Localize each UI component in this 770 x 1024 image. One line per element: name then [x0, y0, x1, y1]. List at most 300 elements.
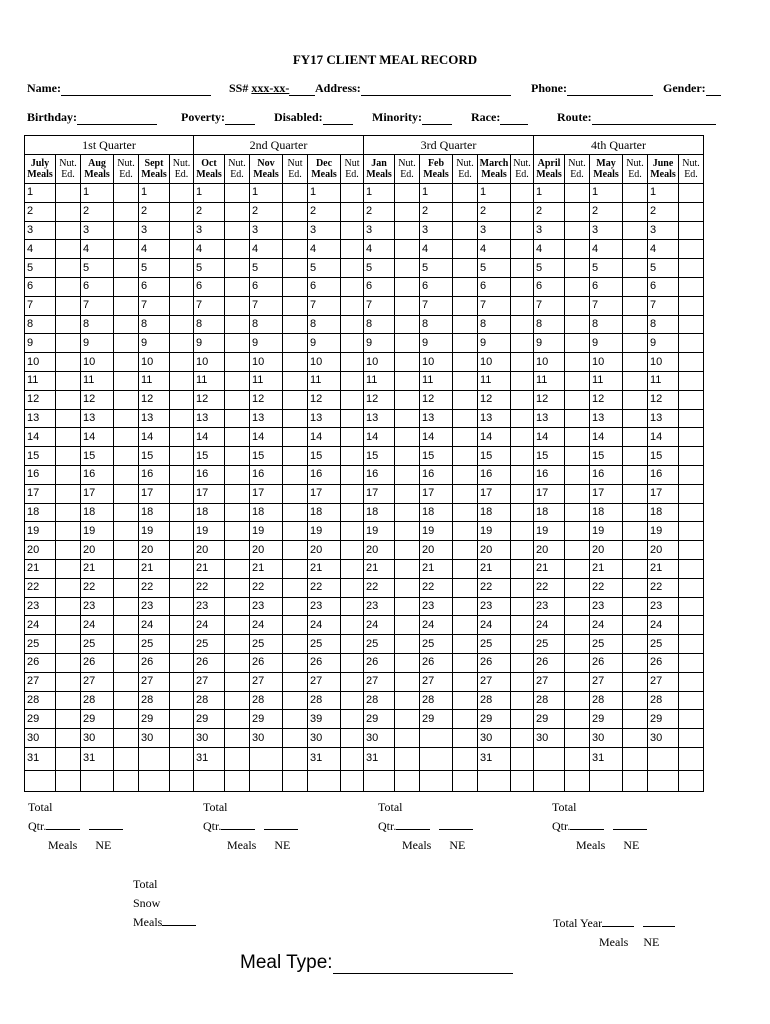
meal-day-cell[interactable]: 29	[81, 710, 114, 729]
nut-ed-cell[interactable]	[225, 729, 250, 748]
nut-ed-cell[interactable]	[341, 616, 364, 635]
meal-day-cell[interactable]: 6	[590, 277, 623, 296]
nut-ed-cell[interactable]	[453, 221, 478, 240]
meal-day-cell[interactable]: 3	[308, 221, 341, 240]
meal-day-cell[interactable]: 28	[194, 691, 225, 710]
nut-ed-cell[interactable]	[511, 653, 534, 672]
address-blank[interactable]	[361, 95, 511, 96]
nut-ed-cell[interactable]	[565, 240, 590, 259]
meal-day-cell[interactable]: 28	[139, 691, 170, 710]
meal-day-cell[interactable]: 20	[478, 541, 511, 560]
meal-day-cell[interactable]: 18	[81, 503, 114, 522]
meal-day-cell[interactable]: 22	[194, 578, 225, 597]
nut-ed-cell[interactable]	[225, 465, 250, 484]
nut-ed-cell[interactable]	[623, 541, 648, 560]
meal-day-cell[interactable]: 14	[308, 428, 341, 447]
nut-ed-cell[interactable]	[341, 653, 364, 672]
meal-day-cell[interactable]: 20	[590, 541, 623, 560]
meal-day-cell[interactable]: 6	[308, 277, 341, 296]
meal-day-cell[interactable]: 20	[648, 541, 679, 560]
meal-day-cell[interactable]: 27	[534, 672, 565, 691]
meal-day-cell[interactable]: 16	[364, 465, 395, 484]
meal-day-cell[interactable]: 31	[478, 747, 511, 770]
nut-ed-cell[interactable]	[114, 541, 139, 560]
meal-day-cell[interactable]: 3	[25, 221, 56, 240]
meal-day-cell[interactable]: 21	[139, 559, 170, 578]
nut-ed-cell[interactable]	[623, 409, 648, 428]
meal-day-cell[interactable]: 16	[250, 465, 283, 484]
meal-day-cell[interactable]: 6	[648, 277, 679, 296]
meal-day-cell[interactable]: 12	[25, 390, 56, 409]
meal-day-cell[interactable]: 5	[590, 259, 623, 278]
meal-day-cell[interactable]: 28	[364, 691, 395, 710]
nut-ed-cell[interactable]	[395, 635, 420, 654]
nut-ed-cell[interactable]	[623, 315, 648, 334]
meal-day-cell[interactable]: 20	[250, 541, 283, 560]
nut-ed-cell[interactable]	[56, 503, 81, 522]
meal-day-cell[interactable]	[420, 747, 453, 770]
nut-ed-cell[interactable]	[453, 635, 478, 654]
nut-ed-cell[interactable]	[679, 371, 704, 390]
meal-day-cell[interactable]: 29	[194, 710, 225, 729]
total-cell[interactable]	[648, 770, 679, 791]
nut-ed-cell[interactable]	[565, 635, 590, 654]
nut-ed-cell[interactable]	[170, 296, 194, 315]
nut-ed-cell[interactable]	[341, 559, 364, 578]
nut-ed-cell[interactable]	[341, 371, 364, 390]
meal-day-cell[interactable]: 5	[534, 259, 565, 278]
nut-ed-cell[interactable]	[623, 559, 648, 578]
nut-ed-cell[interactable]	[225, 653, 250, 672]
meal-day-cell[interactable]: 9	[420, 334, 453, 353]
nut-ed-cell[interactable]	[56, 334, 81, 353]
nut-ed-cell[interactable]	[453, 541, 478, 560]
meal-day-cell[interactable]: 14	[250, 428, 283, 447]
nut-ed-cell[interactable]	[170, 353, 194, 372]
nut-ed-cell[interactable]	[341, 277, 364, 296]
meal-day-cell[interactable]: 13	[194, 409, 225, 428]
nut-ed-cell[interactable]	[453, 747, 478, 770]
meal-day-cell[interactable]: 28	[420, 691, 453, 710]
meal-day-cell[interactable]: 15	[420, 447, 453, 466]
meal-day-cell[interactable]: 14	[648, 428, 679, 447]
nut-ed-cell[interactable]	[511, 353, 534, 372]
total-cell[interactable]	[679, 770, 704, 791]
meal-day-cell[interactable]: 30	[590, 729, 623, 748]
meal-day-cell[interactable]: 30	[534, 729, 565, 748]
nut-ed-cell[interactable]	[56, 653, 81, 672]
race-blank[interactable]	[500, 124, 528, 125]
nut-ed-cell[interactable]	[623, 240, 648, 259]
meal-day-cell[interactable]: 13	[250, 409, 283, 428]
meal-day-cell[interactable]: 16	[25, 465, 56, 484]
nut-ed-cell[interactable]	[565, 465, 590, 484]
meal-day-cell[interactable]: 19	[25, 522, 56, 541]
meal-day-cell[interactable]: 25	[25, 635, 56, 654]
meal-day-cell[interactable]: 23	[194, 597, 225, 616]
meal-day-cell[interactable]: 28	[590, 691, 623, 710]
nut-ed-cell[interactable]	[225, 597, 250, 616]
meal-day-cell[interactable]: 28	[250, 691, 283, 710]
meal-day-cell[interactable]: 24	[81, 616, 114, 635]
meal-day-cell[interactable]: 20	[420, 541, 453, 560]
nut-ed-cell[interactable]	[565, 522, 590, 541]
total-cell[interactable]	[478, 770, 511, 791]
meal-day-cell[interactable]: 9	[308, 334, 341, 353]
meal-day-cell[interactable]: 16	[590, 465, 623, 484]
nut-ed-cell[interactable]	[679, 240, 704, 259]
meal-day-cell[interactable]: 28	[534, 691, 565, 710]
nut-ed-cell[interactable]	[565, 691, 590, 710]
nut-ed-cell[interactable]	[679, 597, 704, 616]
nut-ed-cell[interactable]	[114, 747, 139, 770]
meal-day-cell[interactable]: 12	[81, 390, 114, 409]
meal-day-cell[interactable]: 4	[250, 240, 283, 259]
meal-day-cell[interactable]: 30	[194, 729, 225, 748]
total-cell[interactable]	[565, 770, 590, 791]
meal-day-cell[interactable]: 24	[648, 616, 679, 635]
meal-day-cell[interactable]: 10	[648, 353, 679, 372]
meal-day-cell[interactable]: 17	[250, 484, 283, 503]
nut-ed-cell[interactable]	[225, 315, 250, 334]
nut-ed-cell[interactable]	[114, 296, 139, 315]
nut-ed-cell[interactable]	[453, 334, 478, 353]
nut-ed-cell[interactable]	[679, 296, 704, 315]
meal-day-cell[interactable]: 30	[250, 729, 283, 748]
nut-ed-cell[interactable]	[679, 691, 704, 710]
nut-ed-cell[interactable]	[565, 277, 590, 296]
nut-ed-cell[interactable]	[395, 409, 420, 428]
nut-ed-cell[interactable]	[453, 184, 478, 203]
total-cell[interactable]	[590, 770, 623, 791]
meal-day-cell[interactable]: 23	[534, 597, 565, 616]
race-field[interactable]	[471, 110, 528, 125]
nut-ed-cell[interactable]	[623, 334, 648, 353]
meal-day-cell[interactable]: 8	[478, 315, 511, 334]
nut-ed-cell[interactable]	[170, 277, 194, 296]
nut-ed-cell[interactable]	[170, 503, 194, 522]
gender-blank[interactable]	[706, 95, 721, 96]
meal-day-cell[interactable]: 11	[478, 371, 511, 390]
meal-day-cell[interactable]: 19	[478, 522, 511, 541]
nut-ed-cell[interactable]	[170, 447, 194, 466]
phone-blank[interactable]	[567, 95, 653, 96]
nut-ed-cell[interactable]	[511, 296, 534, 315]
nut-ed-cell[interactable]	[565, 202, 590, 221]
nut-ed-cell[interactable]	[170, 334, 194, 353]
meal-day-cell[interactable]: 14	[534, 428, 565, 447]
meal-day-cell[interactable]: 28	[81, 691, 114, 710]
meal-day-cell[interactable]: 12	[250, 390, 283, 409]
nut-ed-cell[interactable]	[511, 371, 534, 390]
nut-ed-cell[interactable]	[114, 202, 139, 221]
meal-day-cell[interactable]: 22	[308, 578, 341, 597]
nut-ed-cell[interactable]	[395, 653, 420, 672]
meal-day-cell[interactable]: 15	[590, 447, 623, 466]
nut-ed-cell[interactable]	[114, 447, 139, 466]
meal-day-cell[interactable]: 26	[25, 653, 56, 672]
meal-day-cell[interactable]: 30	[364, 729, 395, 748]
meal-day-cell[interactable]: 15	[250, 447, 283, 466]
nut-ed-cell[interactable]	[565, 597, 590, 616]
nut-ed-cell[interactable]	[341, 240, 364, 259]
meal-day-cell[interactable]: 25	[648, 635, 679, 654]
nut-ed-cell[interactable]	[623, 691, 648, 710]
meal-day-cell[interactable]: 9	[250, 334, 283, 353]
meal-day-cell[interactable]: 11	[194, 371, 225, 390]
nut-ed-cell[interactable]	[453, 484, 478, 503]
meal-day-cell[interactable]: 3	[81, 221, 114, 240]
meal-day-cell[interactable]: 19	[364, 522, 395, 541]
meal-day-cell[interactable]: 30	[139, 729, 170, 748]
meal-day-cell[interactable]: 23	[25, 597, 56, 616]
nut-ed-cell[interactable]	[565, 184, 590, 203]
meal-day-cell[interactable]: 10	[139, 353, 170, 372]
meal-day-cell[interactable]: 13	[81, 409, 114, 428]
nut-ed-cell[interactable]	[225, 296, 250, 315]
nut-ed-cell[interactable]	[114, 578, 139, 597]
nut-ed-cell[interactable]	[511, 447, 534, 466]
meal-day-cell[interactable]: 4	[590, 240, 623, 259]
meal-day-cell[interactable]: 26	[648, 653, 679, 672]
nut-ed-cell[interactable]	[341, 409, 364, 428]
nut-ed-cell[interactable]	[341, 390, 364, 409]
meal-day-cell[interactable]: 17	[194, 484, 225, 503]
snow-meals-blank[interactable]	[162, 913, 196, 926]
meal-day-cell[interactable]: 18	[25, 503, 56, 522]
meal-day-cell[interactable]: 6	[194, 277, 225, 296]
meal-day-cell[interactable]: 21	[648, 559, 679, 578]
nut-ed-cell[interactable]	[170, 240, 194, 259]
nut-ed-cell[interactable]	[341, 578, 364, 597]
meal-type-blank[interactable]	[333, 953, 513, 974]
meal-day-cell[interactable]: 30	[648, 729, 679, 748]
meal-day-cell[interactable]: 11	[648, 371, 679, 390]
meal-day-cell[interactable]: 7	[648, 296, 679, 315]
meal-day-cell[interactable]: 10	[534, 353, 565, 372]
meal-day-cell[interactable]: 25	[250, 635, 283, 654]
total-cell[interactable]	[194, 770, 225, 791]
meal-day-cell[interactable]: 1	[364, 184, 395, 203]
nut-ed-cell[interactable]	[225, 428, 250, 447]
meal-day-cell[interactable]: 1	[139, 184, 170, 203]
nut-ed-cell[interactable]	[679, 447, 704, 466]
meal-day-cell[interactable]: 10	[81, 353, 114, 372]
q2-ne-blank[interactable]	[264, 817, 298, 830]
meal-day-cell[interactable]: 14	[139, 428, 170, 447]
meal-day-cell[interactable]: 26	[364, 653, 395, 672]
meal-day-cell[interactable]: 29	[478, 710, 511, 729]
q3-ne-blank[interactable]	[439, 817, 473, 830]
nut-ed-cell[interactable]	[511, 240, 534, 259]
meal-type-field[interactable]	[240, 952, 513, 974]
meal-day-cell[interactable]: 22	[364, 578, 395, 597]
nut-ed-cell[interactable]	[453, 653, 478, 672]
nut-ed-cell[interactable]	[225, 559, 250, 578]
meal-day-cell[interactable]: 17	[308, 484, 341, 503]
meal-day-cell[interactable]: 4	[534, 240, 565, 259]
meal-day-cell[interactable]: 13	[534, 409, 565, 428]
phone-field[interactable]	[531, 81, 653, 96]
nut-ed-cell[interactable]	[511, 616, 534, 635]
nut-ed-cell[interactable]	[114, 559, 139, 578]
meal-day-cell[interactable]: 12	[364, 390, 395, 409]
nut-ed-cell[interactable]	[56, 221, 81, 240]
nut-ed-cell[interactable]	[511, 184, 534, 203]
nut-ed-cell[interactable]	[511, 747, 534, 770]
nut-ed-cell[interactable]	[341, 221, 364, 240]
nut-ed-cell[interactable]	[283, 541, 308, 560]
meal-day-cell[interactable]: 16	[139, 465, 170, 484]
meal-day-cell[interactable]: 21	[25, 559, 56, 578]
nut-ed-cell[interactable]	[170, 484, 194, 503]
q4-meals-blank[interactable]	[570, 817, 604, 830]
meal-day-cell[interactable]: 18	[250, 503, 283, 522]
nut-ed-cell[interactable]	[225, 747, 250, 770]
nut-ed-cell[interactable]	[679, 635, 704, 654]
total-cell[interactable]	[25, 770, 56, 791]
meal-day-cell[interactable]: 1	[478, 184, 511, 203]
nut-ed-cell[interactable]	[395, 541, 420, 560]
meal-day-cell[interactable]: 8	[308, 315, 341, 334]
nut-ed-cell[interactable]	[395, 240, 420, 259]
nut-ed-cell[interactable]	[56, 635, 81, 654]
nut-ed-cell[interactable]	[565, 484, 590, 503]
nut-ed-cell[interactable]	[56, 484, 81, 503]
meal-day-cell[interactable]: 15	[534, 447, 565, 466]
nut-ed-cell[interactable]	[225, 616, 250, 635]
nut-ed-cell[interactable]	[56, 672, 81, 691]
nut-ed-cell[interactable]	[565, 747, 590, 770]
nut-ed-cell[interactable]	[114, 240, 139, 259]
meal-day-cell[interactable]: 30	[81, 729, 114, 748]
nut-ed-cell[interactable]	[56, 447, 81, 466]
nut-ed-cell[interactable]	[56, 559, 81, 578]
meal-day-cell[interactable]: 25	[364, 635, 395, 654]
nut-ed-cell[interactable]	[56, 616, 81, 635]
nut-ed-cell[interactable]	[341, 691, 364, 710]
nut-ed-cell[interactable]	[679, 616, 704, 635]
total-cell[interactable]	[420, 770, 453, 791]
nut-ed-cell[interactable]	[565, 653, 590, 672]
nut-ed-cell[interactable]	[453, 296, 478, 315]
meal-day-cell[interactable]: 8	[534, 315, 565, 334]
nut-ed-cell[interactable]	[679, 315, 704, 334]
meal-day-cell[interactable]: 23	[81, 597, 114, 616]
nut-ed-cell[interactable]	[56, 315, 81, 334]
meal-day-cell[interactable]: 26	[590, 653, 623, 672]
nut-ed-cell[interactable]	[511, 710, 534, 729]
nut-ed-cell[interactable]	[56, 747, 81, 770]
minority-blank[interactable]	[422, 124, 452, 125]
meal-day-cell[interactable]: 5	[139, 259, 170, 278]
nut-ed-cell[interactable]	[170, 428, 194, 447]
meal-day-cell[interactable]: 28	[308, 691, 341, 710]
nut-ed-cell[interactable]	[170, 465, 194, 484]
nut-ed-cell[interactable]	[623, 428, 648, 447]
nut-ed-cell[interactable]	[511, 541, 534, 560]
name-blank[interactable]	[61, 95, 211, 96]
meal-day-cell[interactable]: 23	[420, 597, 453, 616]
meal-day-cell[interactable]: 12	[194, 390, 225, 409]
meal-day-cell[interactable]: 10	[25, 353, 56, 372]
meal-day-cell[interactable]: 7	[194, 296, 225, 315]
total-cell[interactable]	[56, 770, 81, 791]
nut-ed-cell[interactable]	[623, 635, 648, 654]
meal-day-cell[interactable]: 15	[478, 447, 511, 466]
meal-day-cell[interactable]: 26	[478, 653, 511, 672]
poverty-field[interactable]	[181, 110, 255, 125]
meal-day-cell[interactable]: 8	[25, 315, 56, 334]
nut-ed-cell[interactable]	[56, 353, 81, 372]
nut-ed-cell[interactable]	[511, 259, 534, 278]
nut-ed-cell[interactable]	[283, 484, 308, 503]
meal-day-cell[interactable]: 20	[308, 541, 341, 560]
meal-day-cell[interactable]: 15	[25, 447, 56, 466]
meal-day-cell[interactable]: 31	[194, 747, 225, 770]
meal-day-cell[interactable]: 16	[478, 465, 511, 484]
nut-ed-cell[interactable]	[395, 503, 420, 522]
meal-day-cell[interactable]: 15	[139, 447, 170, 466]
total-cell[interactable]	[114, 770, 139, 791]
nut-ed-cell[interactable]	[283, 296, 308, 315]
meal-day-cell[interactable]: 14	[420, 428, 453, 447]
meal-day-cell[interactable]: 2	[250, 202, 283, 221]
nut-ed-cell[interactable]	[341, 710, 364, 729]
nut-ed-cell[interactable]	[511, 315, 534, 334]
meal-day-cell[interactable]: 25	[590, 635, 623, 654]
nut-ed-cell[interactable]	[341, 747, 364, 770]
nut-ed-cell[interactable]	[170, 315, 194, 334]
meal-day-cell[interactable]: 4	[139, 240, 170, 259]
disabled-blank[interactable]	[323, 124, 353, 125]
meal-day-cell[interactable]: 14	[364, 428, 395, 447]
meal-day-cell[interactable]: 22	[81, 578, 114, 597]
meal-day-cell[interactable]: 28	[648, 691, 679, 710]
total-cell[interactable]	[341, 770, 364, 791]
meal-day-cell[interactable]: 9	[648, 334, 679, 353]
meal-day-cell[interactable]: 19	[250, 522, 283, 541]
meal-day-cell[interactable]: 4	[194, 240, 225, 259]
meal-day-cell[interactable]: 6	[81, 277, 114, 296]
nut-ed-cell[interactable]	[679, 184, 704, 203]
meal-day-cell[interactable]: 8	[420, 315, 453, 334]
nut-ed-cell[interactable]	[341, 503, 364, 522]
nut-ed-cell[interactable]	[283, 597, 308, 616]
nut-ed-cell[interactable]	[56, 710, 81, 729]
meal-day-cell[interactable]: 9	[194, 334, 225, 353]
nut-ed-cell[interactable]	[511, 729, 534, 748]
nut-ed-cell[interactable]	[56, 465, 81, 484]
meal-day-cell[interactable]: 19	[308, 522, 341, 541]
meal-day-cell[interactable]: 20	[364, 541, 395, 560]
nut-ed-cell[interactable]	[453, 559, 478, 578]
meal-day-cell[interactable]: 20	[194, 541, 225, 560]
meal-day-cell[interactable]: 18	[478, 503, 511, 522]
nut-ed-cell[interactable]	[623, 729, 648, 748]
nut-ed-cell[interactable]	[170, 409, 194, 428]
nut-ed-cell[interactable]	[114, 221, 139, 240]
nut-ed-cell[interactable]	[283, 221, 308, 240]
nut-ed-cell[interactable]	[56, 184, 81, 203]
meal-day-cell[interactable]: 10	[250, 353, 283, 372]
minority-field[interactable]	[372, 110, 452, 125]
nut-ed-cell[interactable]	[395, 371, 420, 390]
meal-day-cell[interactable]: 10	[420, 353, 453, 372]
meal-day-cell[interactable]: 21	[534, 559, 565, 578]
nut-ed-cell[interactable]	[679, 221, 704, 240]
meal-day-cell[interactable]: 19	[81, 522, 114, 541]
